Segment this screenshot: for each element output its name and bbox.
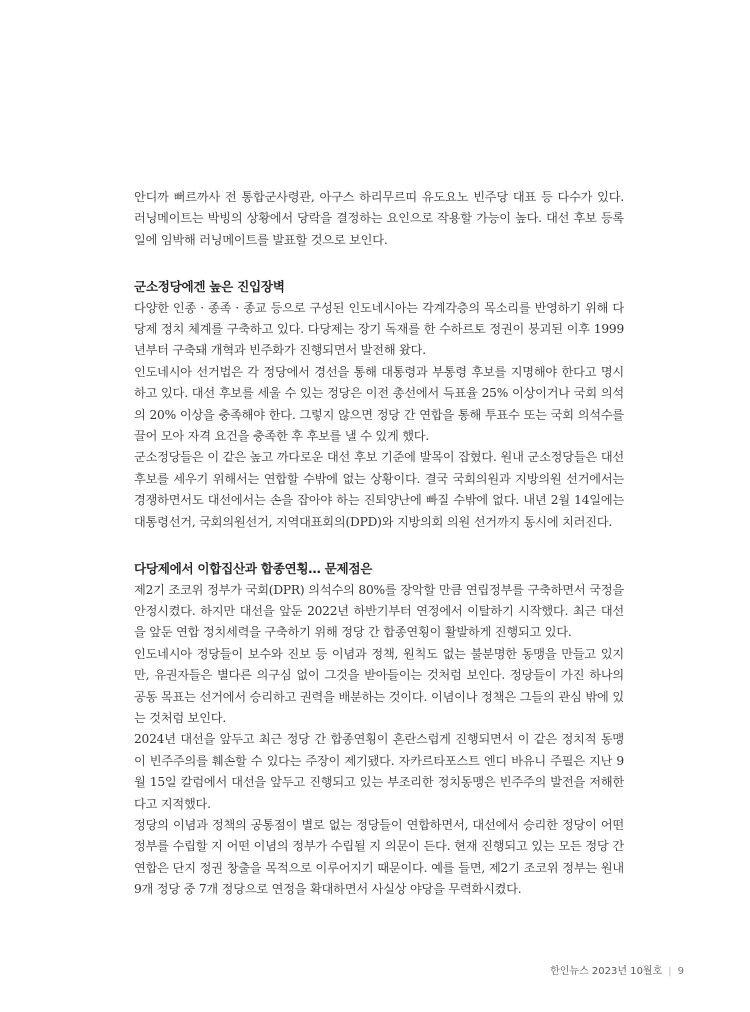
- section-spacer: [134, 251, 624, 276]
- section2-paragraph-2: 인도네시아 정당들이 보수와 진보 등 이념과 정책, 원칙도 없는 불분명한 동맹을 만들고 있지만, 유권자들은 별다른 의구심 없이 그것을 받아들이는 것처럼 보인다. 정당들이 가진 하나의 공동 목표는 선거에서 승리하고 권력을 배분하는 것이다. 이념이나 정책은 그들의 관심 밖에 있는 것처럼 보인다.: [134, 646, 624, 725]
- intro-paragraph: 안디까 뻐르까사 전 통합군사령관, 아구스 하리무르띠 유도요노 빈주당 대표 등 다수가 있다. 러닝메이트는 박빙의 상황에서 당락을 결정하는 요인으로 작용할 가능이 높다. 대선 후보 등록일에 임박해 러닝메이트를 발표할 것으로 보인다.: [134, 190, 624, 247]
- page-footer: [550, 962, 684, 977]
- section2-paragraph-4: 정당의 이념과 정책의 공통점이 별로 없는 정당들이 연합하면서, 대선에서 승리한 정당이 어떤 정부를 수립할 지 어떤 이념의 정부가 수립될 지 의문이 든다. 현재 진행되고 있는 모든 정당 간 연합은 단지 정권 창출을 목적으로 이루어지기 때문이다. 예를 들면, 제2기 조코위 정부는 원내 9개 정당 중 7개 정당으로 연정을 확대하면서 사실상 야당을 무력화시켰다.: [134, 817, 624, 897]
- publication-name: 한인뉴스 2023년 10월호: [550, 966, 663, 977]
- footer-separator: |: [668, 966, 672, 977]
- article-body: [134, 187, 624, 901]
- section1-paragraph-3: 군소정당들은 이 같은 높고 까다로운 대선 후보 기준에 발목이 잡혔다. 원내 군소정당들은 대선 후보를 세우기 위해서는 연합할 수밖에 없는 상황이다. 결국 국회의원과 지방의원 선거에서는 경쟁하면서도 대선에서는 손을 잡아야 하는 진퇴양난에 빠질 수밖에 없다. 내년 2월 14일에는 대통령선거, 국회의원선거, 지역대표회의(DPD)와 지방의회 의원 선거까지 동시에 치러진다.: [134, 450, 624, 529]
- section-spacer: [134, 533, 624, 558]
- section2-paragraph-1: 제2기 조코위 정부가 국회(DPR) 의석수의 80%를 장악할 만큼 연립정부를 구축하면서 국정을 안정시켰다. 하지만 대선을 앞둔 2022년 하반기부터 연정에서 이탈하기 시작했다. 최근 대선을 앞둔 연합 정치세력을 구축하기 위해 정당 간 합종연횡이 활발하게 진행되고 있다.: [134, 582, 624, 640]
- page-number: 9: [677, 966, 684, 977]
- section1-paragraph-1: 다양한 인종 · 종족 · 종교 등으로 구성된 인도네시아는 각계각층의 목소리를 반영하기 위해 다당제 정치 체계를 구축하고 있다. 다당제는 장기 독재를 한 수하르토 정권이 붕괴된 이후 1999년부터 구축돼 개혁과 빈주화가 진행되면서 발전해 왔다.: [134, 300, 624, 358]
- section-heading-2: 다당제에서 이합집산과 합종연횡… 문제점은: [134, 561, 373, 577]
- section1-paragraph-2: 인도네시아 선거법은 각 정당에서 경선을 통해 대통령과 부통령 후보를 지명해야 한다고 명시하고 있다. 대선 후보를 세울 수 있는 정당은 이전 총선에서 득표율 25% 이상이거나 국회 의석의 20% 이상을 충족해야 한다. 그렇지 않으면 정당 간 연합을 통해 투표수 또는 국회 의석수를 끌어 모아 자격 요건을 충족한 후 후보를 낼 수 있게 했다.: [134, 364, 624, 444]
- section2-paragraph-3: 2024년 대선을 앞두고 최근 정당 간 합종연횡이 혼란스럽게 진행되면서 이 같은 정치적 동맹이 빈주주의를 훼손할 수 있다는 주장이 제기됐다. 자카르타포스트 엔디 바유니 주필은 지난 9월 15일 칼럼에서 대선을 앞두고 진행되고 있는 부조리한 정치동맹은 빈주주의 발전을 저해한다고 지적했다.: [134, 732, 624, 811]
- section-heading-1: 군소정당에겐 높은 진입장벽: [134, 279, 285, 295]
